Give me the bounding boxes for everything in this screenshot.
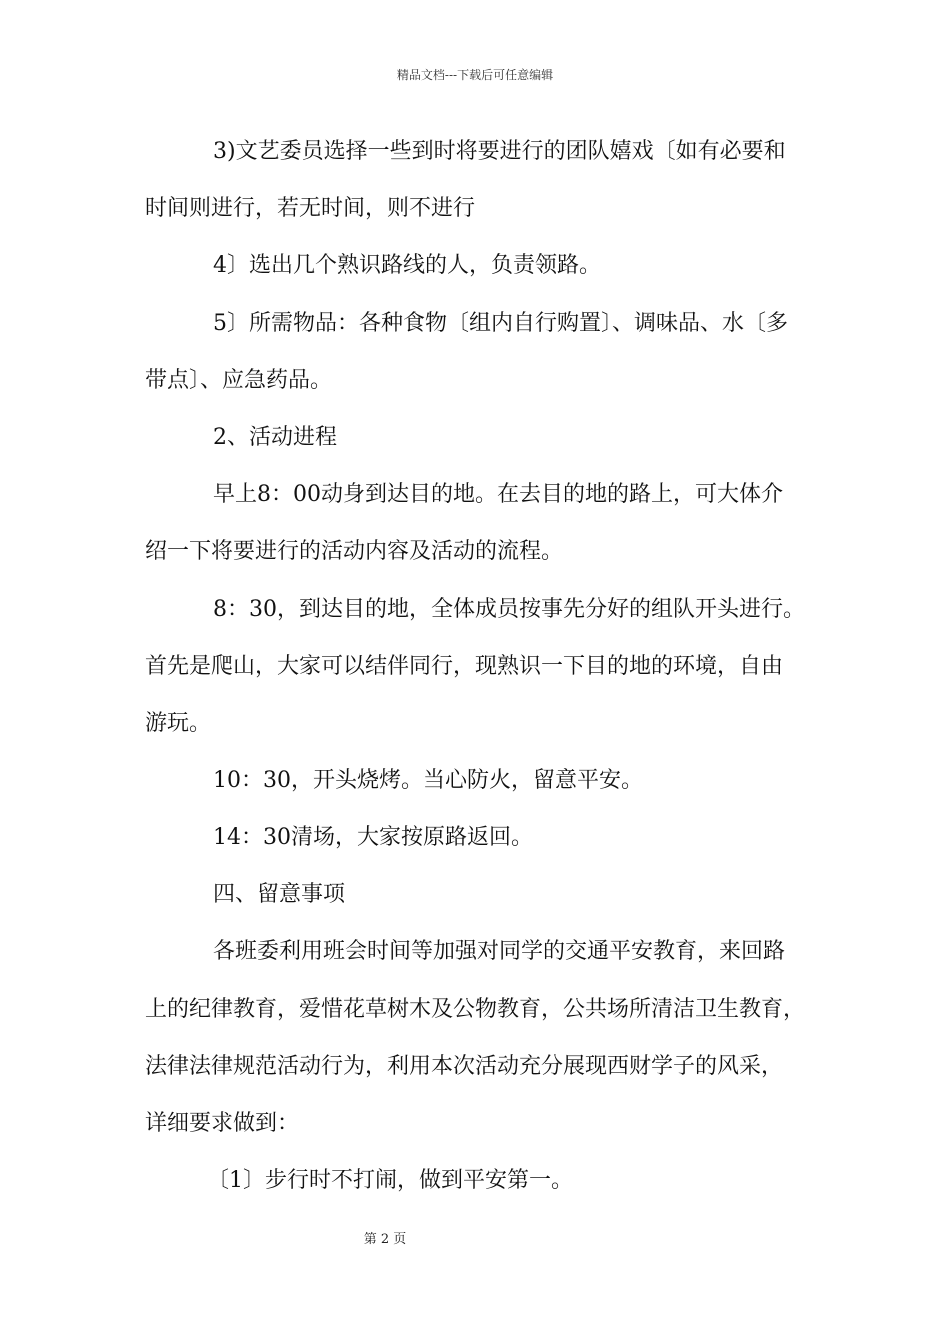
text-line-4: 5〕所需物品：各种食物〔组内自行购置〕、调味品、水〔多 [213, 311, 788, 336]
text-line-19: 〔1〕步行时不打闹，做到平安第一。 [207, 1168, 573, 1193]
text-line-2: 时间则进行，若无时间，则不进行 [145, 196, 476, 221]
document-header: 精品文档---下载后可任意编辑 [396, 68, 554, 82]
text-line-15: 各班委利用班会时间等加强对同学的交通平安教育，来回路 [213, 939, 786, 964]
text-line-11: 游玩。 [145, 711, 212, 736]
text-line-17: 法律法律规范活动行为，利用本次活动充分展现西财学子的风采， [145, 1054, 784, 1079]
text-line-7: 早上8：00动身到达目的地。在去目的地的路上，可大体介 [213, 482, 783, 507]
page-number: 第 2 页 [363, 1232, 407, 1247]
section-heading-notes: 四、留意事项 [213, 882, 346, 907]
text-line-10: 首先是爬山，大家可以结伴同行，现熟识一下目的地的环境，自由 [145, 654, 784, 679]
section-heading-activity-process: 2、活动进程 [213, 425, 337, 450]
text-line-12: 10：30，开头烧烤。当心防火，留意平安。 [213, 768, 643, 793]
text-line-16: 上的纪律教育，爱惜花草树木及公物教育，公共场所清洁卫生教育， [145, 997, 806, 1022]
text-line-3: 4〕选出几个熟识路线的人，负责领路。 [213, 253, 601, 278]
text-line-9: 8：30，到达目的地，全体成员按事先分好的组队开头进行。 [213, 597, 805, 622]
text-line-1: 3)文艺委员选择一些到时将要进行的团队嬉戏〔如有必要和 [213, 139, 786, 164]
text-line-5: 带点〕、应急药品。 [145, 368, 333, 393]
text-line-8: 绍一下将要进行的活动内容及活动的流程。 [145, 539, 564, 564]
text-line-13: 14：30清场，大家按原路返回。 [213, 825, 533, 850]
text-line-18: 详细要求做到： [145, 1111, 300, 1136]
